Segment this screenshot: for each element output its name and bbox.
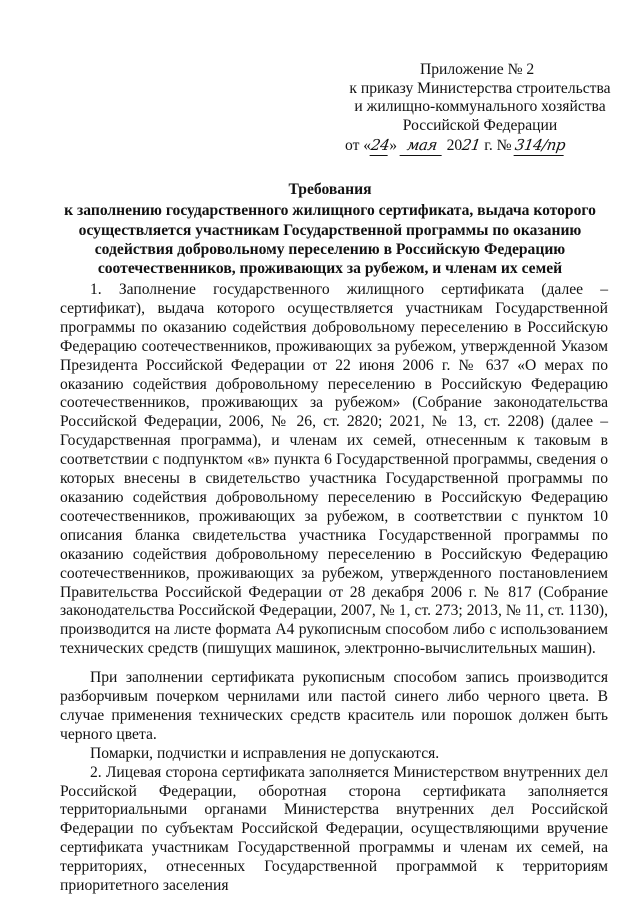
- handwritten-order-number: 314/пр: [514, 136, 567, 155]
- handwritten-day: 24: [369, 136, 391, 155]
- appendix-order-line: к приказу Министерства строительства: [349, 79, 611, 97]
- handwritten-year: 21: [460, 136, 482, 155]
- paragraph-2: При заполнении сертификата рукописным способом запись производится разборчивым почерком чернилами или пастой синего либо черного цвета. В случае применения технических средств краситель или порошок должен быть черного цвета.: [60, 669, 608, 743]
- document-title: [40, 180, 620, 278]
- paragraph-1: 1. Заполнение государственного жилищного сертификата (далее – сертификат), выдача которого осуществляется участникам Государственной программы по оказанию содействия добровольному переселению в Российскую Федерацию соотечественников, проживающих за рубежом, утвержденной Указом Президента Российской Федерации от 22 июня 2006 г. № 637 «О мерах по оказанию содействия добровольному переселению в Российскую Федерацию соотечественников, проживающих за рубежом» (Собрание законодательства Российской Федерации, 2006, № 26, ст. 2820; 2021, № 13, ст. 2208) (далее – Государственная программа), и членам их семей, отнесенным к таковым в соответствии с подпунктом «в» пункта 6 Государственной программы, сведения о которых внесены в свидетельство участника Государственной программы по оказанию содействия добровольному переселению в Российскую Федерацию соотечественников, проживающих за рубежом, в соответствии с пунктом 10 описания бланка свидетельства участника Государственной программы по оказанию содействия добровольному переселению в Российскую Федерацию соотечественников, проживающих за рубежом, утвержденного постановлением Правительства Российской Федерации от 28 декабря 2006 г. № 817 (Собрание законодательства Российской Федерации, 2007, № 1, ст. 273; 2013, № 11, ст. 1130), производится на листе формата А4 рукописным способом либо с использованием технических средств (пишущих машинок, электронно-вычислительных машин).: [60, 281, 608, 658]
- title-line-2: осуществляется участникам Государственной программы по оказанию: [78, 221, 582, 239]
- title-line-4: соотечественников, проживающих за рубежом, и членам их семей: [97, 260, 563, 278]
- appendix-number: Приложение № 2: [420, 61, 535, 78]
- date-year-prefix: 20: [446, 137, 463, 155]
- appendix-country-line: Российской Федерации: [402, 116, 558, 134]
- paragraph-4: 2. Лицевая сторона сертификата заполняется Министерством внутренних дел Российской Федерации, оборотная сторона сертификата заполняется территориальными органами Министерства внутренних дел Российской Федерации по субъектам Российской Федерации, осуществляющими вручение сертификата участникам Государственной программы и членам их семей, на территориях, отнесенных Государственной программой к территориям приоритетного заселения: [60, 763, 608, 895]
- document-body: [60, 281, 608, 896]
- title-line-3: содействия добровольному переселению в Российскую Федерацию: [94, 240, 566, 258]
- title-heading: Требования: [288, 181, 372, 198]
- paragraph-3: Помарки, подчистки и исправления не допускаются.: [90, 744, 440, 762]
- appendix-ministry-line: и жилищно-коммунального хозяйства: [354, 98, 606, 116]
- title-line-1: к заполнению государственного жилищного сертификата, выдача которого: [64, 202, 596, 220]
- date-quote-close: »: [389, 137, 397, 155]
- order-number-label: г. №: [484, 137, 512, 155]
- order-date-line: [345, 136, 615, 156]
- date-prefix: от «: [345, 137, 372, 155]
- handwritten-month: мая: [400, 136, 445, 156]
- appendix-header: [345, 61, 615, 156]
